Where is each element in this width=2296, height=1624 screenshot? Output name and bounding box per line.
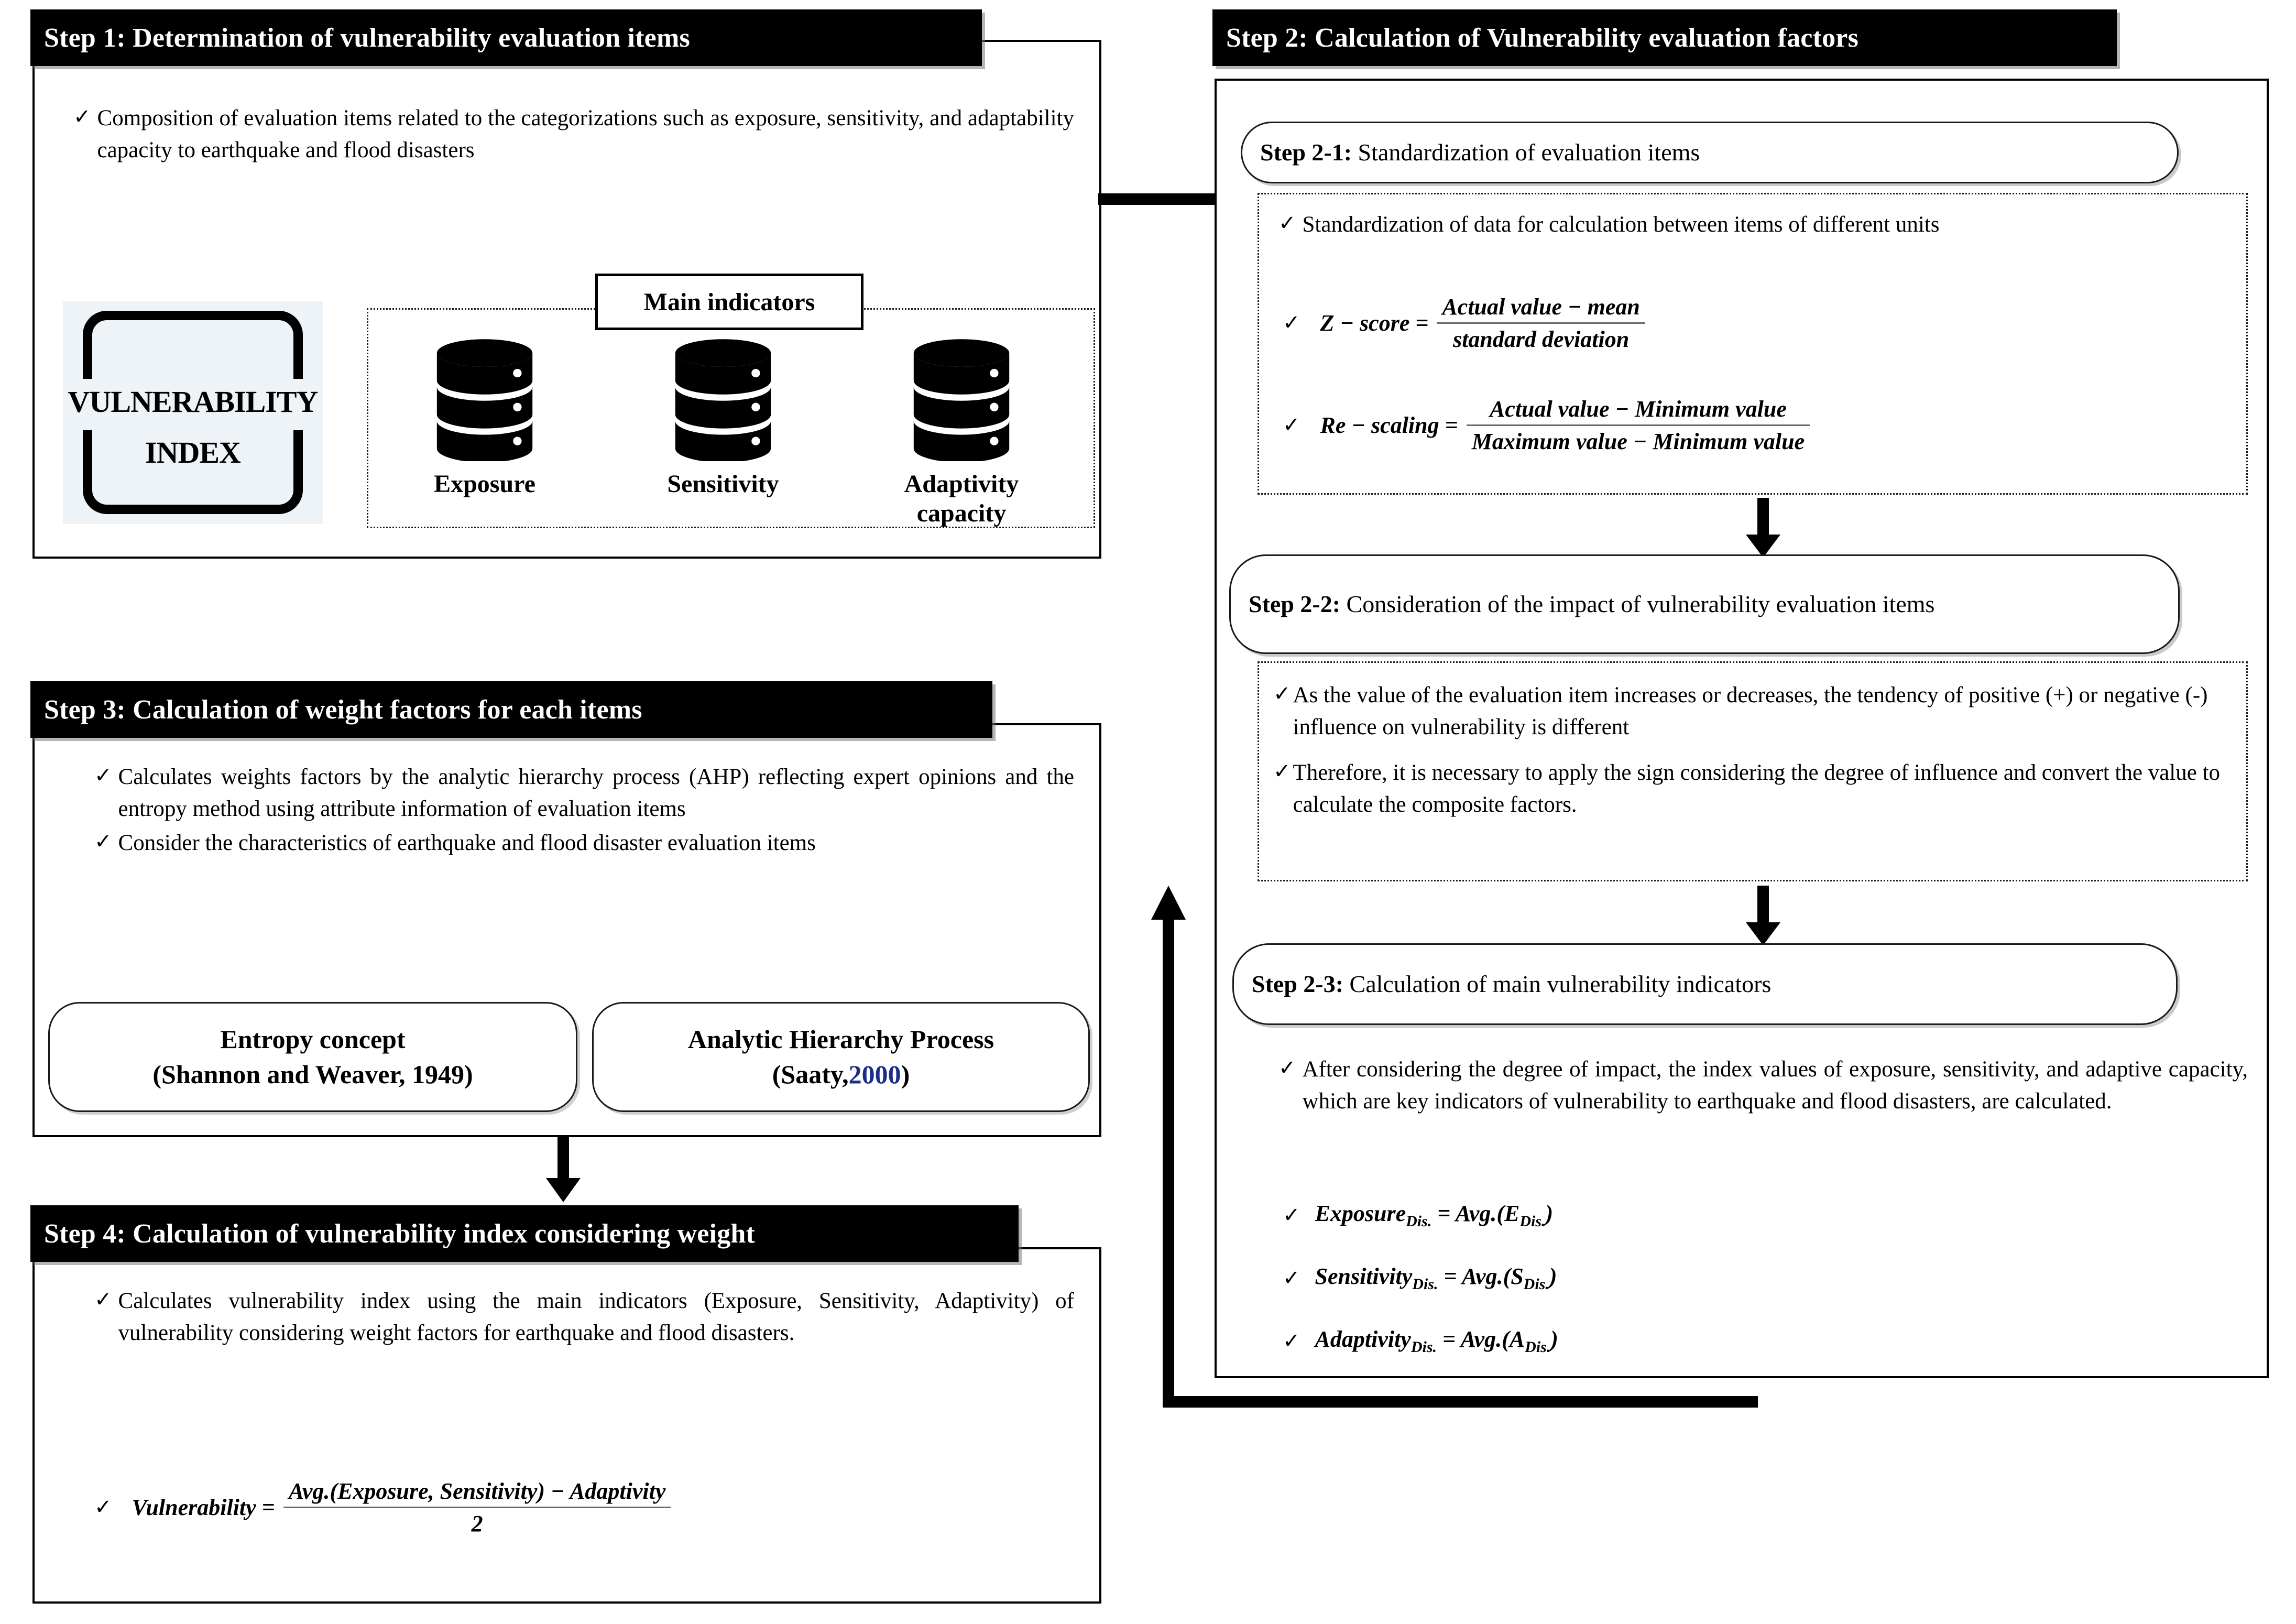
list-item: [1273, 757, 2237, 821]
exposure-db-label: Exposure: [434, 470, 535, 498]
step3-header-label: Step 3: Calculation of weight factors for each items: [44, 694, 642, 725]
check-icon: ✓: [1278, 211, 1296, 235]
check-icon: ✓: [1283, 1203, 1300, 1227]
step2-1-title-rest: Standardization of evaluation items: [1352, 138, 1700, 166]
step1-header-label: Step 1: Determination of vulnerability evaluation items: [44, 23, 690, 53]
check-icon: ✓: [1278, 1056, 1296, 1080]
sensitivity-eq-tail: ): [1549, 1263, 1557, 1289]
step3-bullets: [94, 761, 1074, 861]
main-indicators-label: Main indicators: [643, 288, 815, 316]
adaptivity-eq-lsub: Dis.: [1411, 1338, 1437, 1356]
sensitivity-eq-lsub: Dis.: [1412, 1275, 1438, 1293]
step2-2-title: [1249, 589, 1934, 620]
arrow-step2-to-step3-feedback: [1106, 886, 1766, 1415]
step4-header: [30, 1205, 1019, 1262]
exposure-db-icon: [419, 335, 550, 461]
re-scaling-numerator: Actual value − Minimum value: [1489, 396, 1787, 422]
sensitivity-eq-name: Sensitivity: [1315, 1263, 1413, 1289]
check-icon: ✓: [1273, 759, 1291, 783]
logo-line-2: INDEX: [145, 435, 240, 470]
step2-2-bullet-0: As the value of the evaluation item increases or decreases, the tendency of positive (+) or negative (-) influence on vulnerability is different: [1293, 683, 2208, 740]
step2-2-title-bold: Step 2-2:: [1249, 590, 1341, 617]
arrow-step2-1-to-step2-2: [1740, 498, 1787, 559]
step2-3-bullet-0: After considering the degree of impact, the index values of exposure, sensitivity, and adaptive capacity, which are key indicators of vulnerability to earthquake and flood disasters, are calculated.: [1302, 1057, 2248, 1114]
vulnerability-formula: [94, 1478, 674, 1537]
check-icon: ✓: [1283, 311, 1300, 335]
list-item: [1273, 679, 2237, 743]
step2-1-pill: [1241, 122, 2179, 183]
step3-bullet-0: Calculates weights factors by the analytic hierarchy process (AHP) reflecting expert opinions and the entropy method using attribute information of evaluation items: [118, 765, 1074, 822]
entropy-concept-line-2: [152, 1057, 473, 1093]
list-item: [94, 1285, 1074, 1349]
entropy-concept-box: [48, 1002, 577, 1112]
re-scaling-denominator: Maximum value − Minimum value: [1471, 429, 1805, 454]
step4-bullet-0: Calculates vulnerability index using the main indicators (Exposure, Sensitivity, Adaptivity) of vulnerability considering weight factors for earthquake and flood disasters.: [118, 1289, 1074, 1346]
step2-2-pill: [1229, 554, 2180, 654]
check-icon: ✓: [94, 1495, 112, 1519]
entropy-concept-citation: (Shannon and Weaver, 1949): [152, 1060, 473, 1089]
check-icon: ✓: [94, 1288, 112, 1311]
step2-1-title: [1260, 137, 1700, 168]
step2-header-label: Step 2: Calculation of Vulnerability evaluation factors: [1226, 23, 1859, 53]
re-scaling-lhs: Re − scaling =: [1320, 412, 1458, 438]
step2-1-bullets: [1278, 209, 2216, 243]
step1-bullets: [73, 102, 1074, 168]
arrow-step3-to-step4: [540, 1137, 587, 1203]
step2-header: [1212, 9, 2117, 66]
exposure-eq-name: Exposure: [1315, 1201, 1406, 1226]
exposure-eq-rsub: Dis.: [1519, 1212, 1546, 1230]
list-item: [1278, 209, 2216, 241]
adaptivity-eq-mid: = Avg.(A: [1442, 1326, 1525, 1352]
step2-3-title-bold: Step 2-3:: [1252, 970, 1344, 997]
ahp-concept-line-2: [772, 1057, 910, 1093]
check-icon: ✓: [94, 830, 112, 854]
sensitivity-db-label: Sensitivity: [667, 470, 779, 498]
step2-2-bullet-1: Therefore, it is necessary to apply the sign considering the degree of influence and convert the value to calculate the composite factors.: [1293, 760, 2221, 818]
ahp-concept-box: [592, 1002, 1090, 1112]
z-score-numerator: Actual value − mean: [1442, 294, 1640, 320]
list-item: [94, 761, 1074, 825]
exposure-eq-tail: ): [1545, 1201, 1554, 1226]
step3-bullet-1: Consider the characteristics of earthquake and flood disaster evaluation items: [118, 831, 816, 856]
check-icon: ✓: [73, 105, 91, 128]
check-icon: ✓: [1283, 1328, 1300, 1353]
step2-1-title-bold: Step 2-1:: [1260, 138, 1352, 166]
logo-line-1: VULNERABILITY: [68, 385, 318, 419]
sensitivity-eq-rsub: Dis.: [1523, 1275, 1549, 1293]
step1-bullet-0: Composition of evaluation items related to the categorizations such as exposure, sensitivity, and adaptability capacity to earthquake and flood disasters: [97, 106, 1074, 163]
z-score-formula: [1283, 293, 1648, 353]
check-icon: ✓: [1283, 1266, 1300, 1290]
check-icon: ✓: [1273, 682, 1291, 705]
adaptivity-db-label: Adaptivity capacity: [904, 470, 1019, 527]
ahp-citation-year: 2000: [848, 1060, 901, 1089]
z-score-denominator: standard deviation: [1453, 326, 1630, 352]
ahp-citation-post: ): [901, 1060, 910, 1089]
step4-header-label: Step 4: Calculation of vulnerability index considering weight: [44, 1218, 756, 1249]
vulnerability-fraction: [283, 1478, 671, 1537]
ahp-concept-line-1: Analytic Hierarchy Process: [687, 1024, 994, 1054]
step2-3-title-rest: Calculation of main vulnerability indicators: [1343, 970, 1772, 997]
step2-1-bullet-0: Standardization of data for calculation between items of different units: [1302, 212, 1940, 237]
re-scaling-fraction: [1467, 396, 1810, 455]
adaptivity-eq-rsub: Dis.: [1525, 1338, 1551, 1356]
sensitivity-eq-mid: = Avg.(S: [1444, 1263, 1524, 1289]
adaptivity-db-icon: [896, 335, 1027, 461]
entropy-concept-line-1: Entropy concept: [220, 1024, 406, 1054]
vulnerability-formula-lhs: Vulnerability =: [132, 1495, 275, 1520]
main-indicators-label-box: [595, 274, 863, 330]
check-icon: ✓: [1283, 413, 1300, 437]
check-icon: ✓: [94, 764, 112, 787]
list-item: [73, 102, 1074, 166]
z-score-fraction: [1437, 293, 1645, 353]
z-score-lhs: Z − score =: [1320, 310, 1429, 336]
exposure-eq-mid: = Avg.(E: [1437, 1201, 1520, 1226]
step2-2-bullets: [1273, 679, 2237, 823]
re-scaling-formula: [1283, 396, 1813, 455]
step2-2-title-rest: Consideration of the impact of vulnerability evaluation items: [1340, 590, 1935, 617]
step1-header: [30, 9, 982, 66]
sensitivity-db-icon: [658, 335, 789, 461]
adaptivity-eq-name: Adaptivity: [1315, 1326, 1411, 1352]
step3-header: [30, 681, 992, 738]
ahp-citation-pre: (Saaty,: [772, 1060, 849, 1089]
exposure-eq-lsub: Dis.: [1406, 1212, 1432, 1230]
list-item: [94, 827, 1074, 859]
adaptivity-eq-tail: ): [1550, 1326, 1558, 1352]
vulnerability-denominator: 2: [471, 1511, 483, 1536]
vulnerability-index-logo: [63, 301, 323, 524]
step4-bullets: [94, 1285, 1074, 1351]
vulnerability-numerator: Avg.(Exposure, Sensitivity) − Adaptivity: [288, 1478, 666, 1504]
